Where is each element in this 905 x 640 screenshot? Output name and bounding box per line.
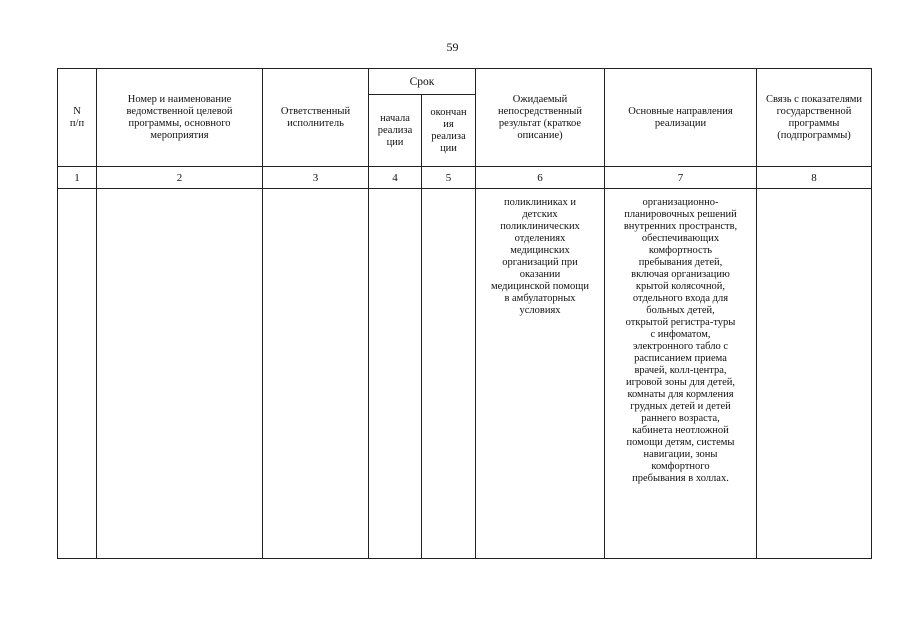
header-program-name: Номер и наименование ведомственной целевой программы, основного мероприятия — [97, 69, 263, 167]
cell-expected-result: поликлиниках и детских поликлинических отделениях медицинских организаций при оказании медицинской помощи в амбулаторных условиях — [476, 189, 605, 559]
header-end: окончан ия реализа ции — [422, 95, 476, 167]
header-start: начала реализа ции — [369, 95, 422, 167]
cell-number — [58, 189, 97, 559]
cell-main-directions: организационно- планировочных решений внутренних пространств, обеспечивающих комфортность пребывания детей, включая организацию крытой колясочной, отдельного входа для больных детей, открытой регистра-туры с инфоматом, электронного табло с расписанием приема врачей, колл-центра, игровой зоны для детей, комнаты для кормления грудных детей и детей раннего возраста, кабинета неотложной помощи детям, системы навигации, зоны комфортного пребывания в холлах. — [605, 189, 757, 559]
cell-indicators-link — [757, 189, 872, 559]
cell-responsible — [263, 189, 369, 559]
cell-start — [369, 189, 422, 559]
column-number-6: 6 — [476, 167, 605, 189]
cell-program-name — [97, 189, 263, 559]
column-number-5: 5 — [422, 167, 476, 189]
column-number-4: 4 — [369, 167, 422, 189]
header-number: N п/п — [58, 69, 97, 167]
column-number-7: 7 — [605, 167, 757, 189]
column-number-8: 8 — [757, 167, 872, 189]
column-number-1: 1 — [58, 167, 97, 189]
header-expected-result: Ожидаемый непосредственный результат (краткое описание) — [476, 69, 605, 167]
header-indicators-link: Связь с показателями государственной программы (подпрограммы) — [757, 69, 872, 167]
page-number: 59 — [446, 40, 459, 54]
header-responsible: Ответственный исполнитель — [263, 69, 369, 167]
cell-end — [422, 189, 476, 559]
program-table — [57, 68, 872, 559]
column-number-3: 3 — [263, 167, 369, 189]
column-number-2: 2 — [97, 167, 263, 189]
header-main-directions: Основные направления реализации — [605, 69, 757, 167]
header-term: Срок — [369, 69, 476, 95]
